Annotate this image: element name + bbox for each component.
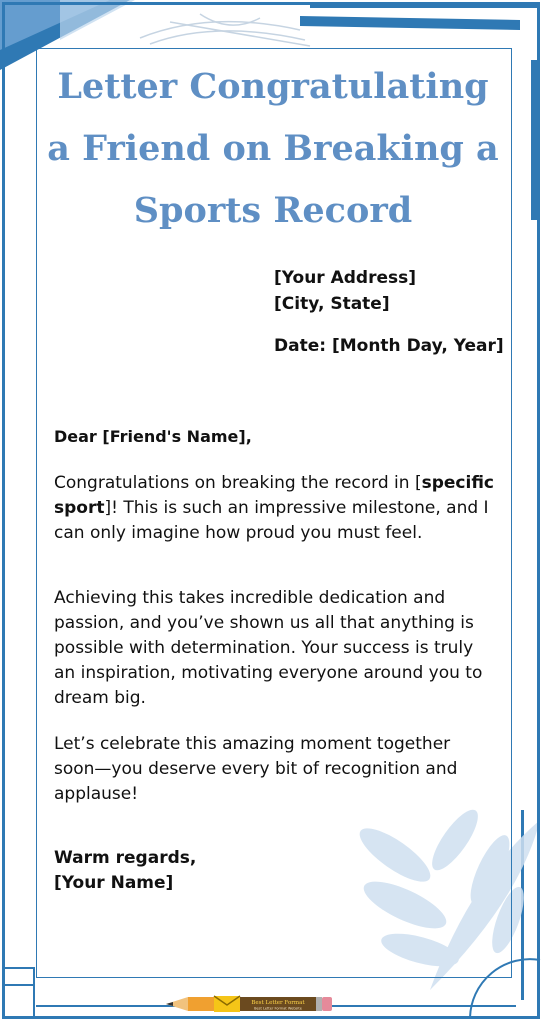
sender-city-state: [City, State] — [274, 294, 390, 314]
footer-tagline: Best Letter Format Website — [254, 1006, 302, 1011]
sender-address: [Your Address] — [274, 268, 417, 288]
letter-title: Letter Congratulating a Friend on Breaking a Sports Record — [47, 66, 499, 231]
pencil-eraser-icon — [322, 997, 332, 1011]
body-paragraph-2: Achieving this takes incredible dedication and passion, and you’ve shown us all that anything is possible with determination. Your success is truly an inspiration, motivating everyone around you to dream big. — [54, 588, 483, 708]
letter-date: Date: [Month Day, Year] — [274, 336, 504, 356]
paragraph-1-bold-text: specific sport — [54, 473, 494, 518]
salutation: Dear [Friend's Name], — [54, 427, 252, 446]
body-paragraph-3: Let’s celebrate this amazing moment together soon—you deserve every bit of recognition and applause! — [54, 734, 458, 804]
footer-brand: Best Letter Format — [251, 1000, 305, 1006]
signature-name: [Your Name] — [54, 873, 174, 893]
closing-regards: Warm regards, — [54, 848, 197, 868]
paragraph-1-text-start: Congratulations on breaking the record in [ — [54, 473, 422, 493]
footer-pencil-logo — [166, 994, 334, 1014]
paragraph-1-text-end: ]! This is such an impressive milestone, and I can only imagine how proud you must feel. — [54, 498, 489, 543]
body-paragraph-1 — [54, 471, 494, 546]
